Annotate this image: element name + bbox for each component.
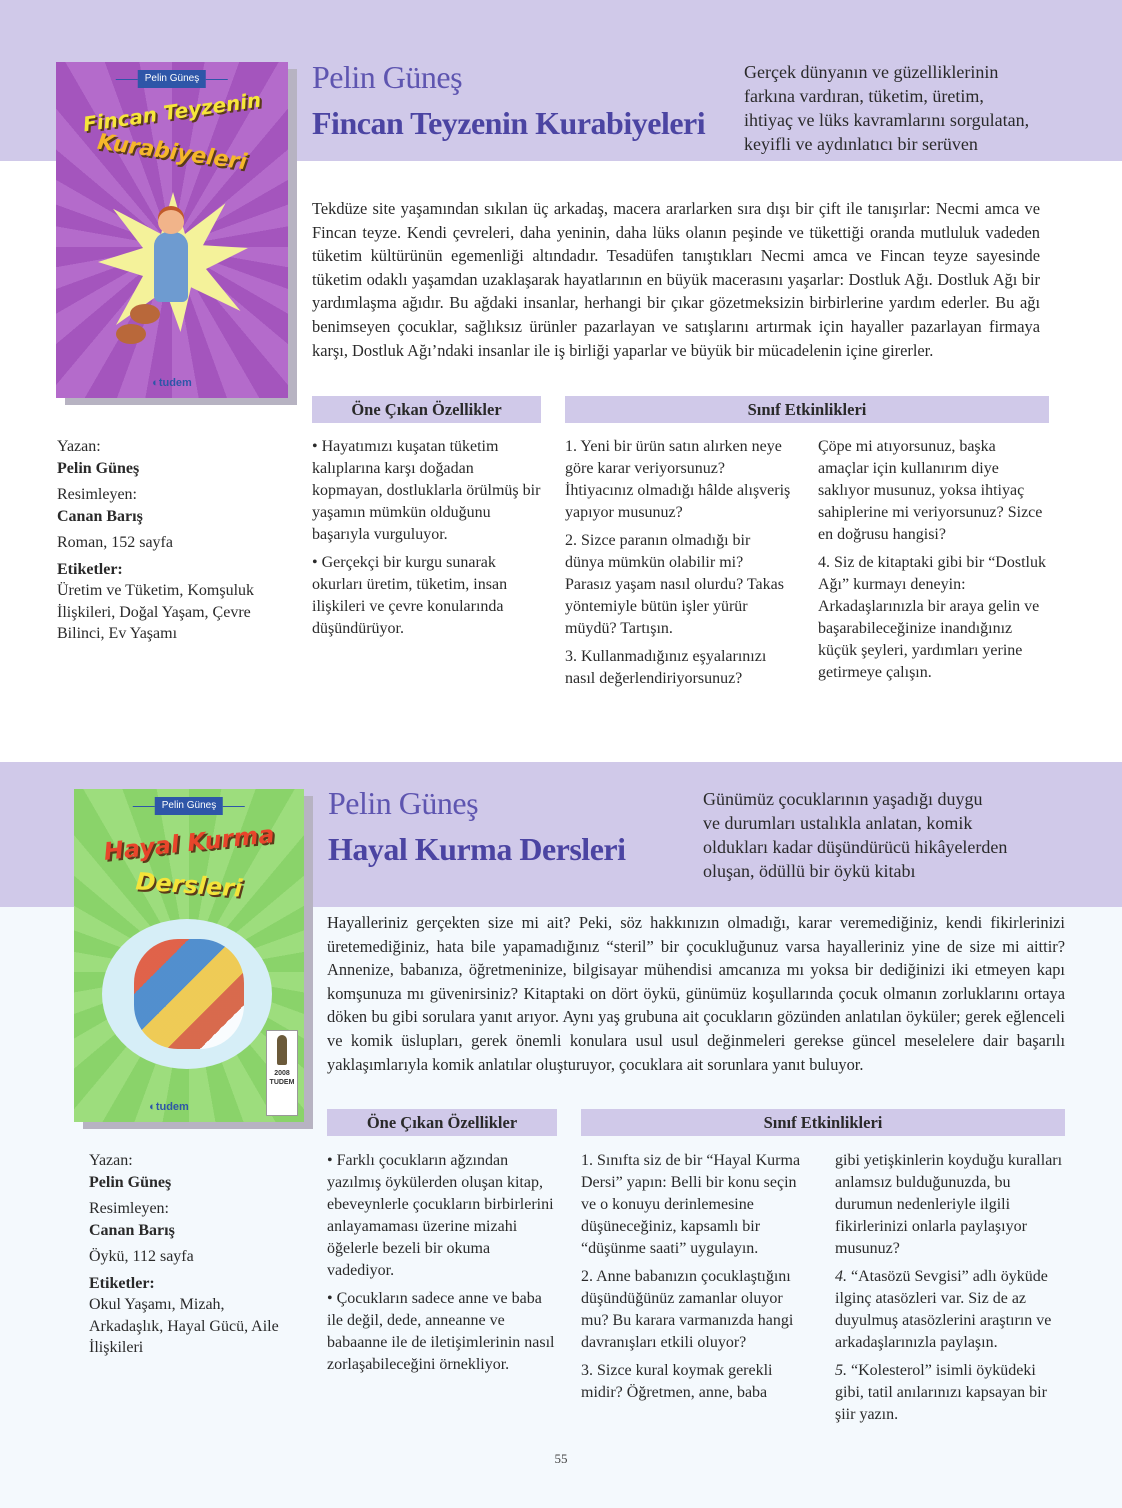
cookie-illustration: [130, 304, 160, 324]
book-2-tagline: [703, 787, 1007, 883]
activity-item: gibi yetişkinlerin koyduğu kuralları anlamsız bulduğunuzda, bu durumun nedenleriyle ilgili fikirlerinizi onlarla paylaşıyor musunuz?: [835, 1152, 1063, 1257]
tagline-line: keyifli ve aydınlatıcı bir serüven: [744, 134, 978, 154]
tagline-line: ve durumları ustalıkla anlatan, komik: [703, 813, 973, 833]
format-info: Öykü, 112 sayfa: [89, 1248, 194, 1265]
illustrator-label: Resimleyen:: [57, 486, 137, 503]
book-1-features-header: Öne Çıkan Özellikler: [312, 396, 541, 423]
activity-item: 1. Sınıfta siz de bir “Hayal Kurma Dersi” yapın: Belli bir konu seçin ve o konuyu derinlemesine düşüneceğiniz, kapsamlı bir “düşünme saati” uygulayın.: [581, 1152, 801, 1257]
activity-number: 4.: [835, 1268, 847, 1285]
activity-item: Çöpe mi atıyorsunuz, başka amaçlar için kullanırım diye saklıyor musunuz, yoksa ihtiyaç sahiplerine mi veriyorsunuz? Sizce en doğrusu hangisi?: [818, 438, 1043, 543]
tagline-line: oluşan, ödüllü bir öykü kitabı: [703, 861, 916, 881]
format-info: Roman, 152 sayfa: [57, 534, 173, 551]
book-1-summary: Tekdüze site yaşamından sıkılan üç arkadaş, macera ararlarken sıra dışı bir çift ile tanışırlar: Necmi amca ve Fincan teyze. Kendi çevreleri, daha yeninin, daha lüks olanın peşinde ve tükettiği oranda mutluluk vadeden tüketim kültürünün egemenliği altındadır. Tesadüfen tanıştıkları Necmi amca ve Fincan teyze sayesinde tüketim odaklı yaşamdan uzaklaşarak hayatlarının en büyük macerasını yaşarlar: Dostluk Ağı. Dostluk Ağı bir yardımlaşma ağıdır. Bu ağdaki insanlar, herhangi bir çıkar gözetmeksizin birbirlerine yardım ederler. Bu ağı benimseyen çocuklar, sağlıksız ürünler pazarlayan ve satışlarını artırmak için hayaller pazarlayan firmaya karşı, Dostluk Ağı’ndaki insanlar ile iş birliği yaparlar ve büyük bir mücadelenin içine girerler.: [312, 199, 1040, 360]
activity-item: 1. Yeni bir ürün satın alırken neye göre karar veriyorsunuz? İhtiyacınız olmadığı hâlde alışveriş yapıyor musunuz?: [565, 438, 791, 521]
aunt-figure-illustration: [154, 232, 188, 302]
feature-item: • Farklı çocukların ağzından yazılmış öykülerden oluşan kitap, ebeveynlerle çocukların birbirlerini anlayamaması üzerine mizahi öğelerle bezeli bir okuma vadediyor.: [327, 1152, 554, 1279]
book-1-activities-header: Sınıf Etkinlikleri: [565, 396, 1049, 423]
author-label: Yazan:: [57, 438, 101, 455]
activity-text: “Kolesterol” isimli öyküdeki gibi, tatil anılarınızı kapsayan bir şiir yazın.: [835, 1362, 1047, 1423]
book-2-activities-header: Sınıf Etkinlikleri: [581, 1109, 1065, 1136]
author-name: Pelin Güneş: [89, 1173, 172, 1191]
award-badge: [266, 1030, 298, 1116]
activity-item: 4. Siz de kitaptaki gibi bir “Dostluk Ağı” kurmayı deneyin: Arkadaşlarınızla bir araya gelin ve başarabileceğinize inandığınız küçük şeyleri, yardımları yerine getirmeye çalışın.: [818, 554, 1046, 681]
cover-title-line2: Kurabiyeleri: [95, 129, 249, 176]
feature-item: • Gerçekçi bir kurgu sunarak okurları üretim, tüketim, insan ilişkileri ve çevre konularında düşündürüyor.: [312, 554, 508, 637]
book-2-author-heading: Pelin Güneş: [328, 785, 479, 821]
award-statue-icon: [277, 1035, 287, 1065]
award-year: 2008: [274, 1070, 290, 1077]
author-name: Pelin Güneş: [57, 459, 140, 477]
book-cover-fincan-teyzenin-kurabiyeleri: [56, 62, 288, 398]
activity-item: 2. Sizce paranın olmadığı bir dünya mümkün olabilir mi? Parasız yaşam nasıl olurdu? Takas yöntemiyle bütün işler yürür müydü? Tartışın.: [565, 532, 784, 637]
activity-text: “Atasözü Sevgisi” adlı öyküde ilginç atasözleri var. Siz de az duyulmuş atasözlerini araştırın ve arkadaşlarınızla paylaşın.: [835, 1268, 1052, 1351]
author-label: Yazan:: [89, 1152, 133, 1169]
award-name: TUDEM: [269, 1079, 295, 1086]
book-2-features-header: Öne Çıkan Özellikler: [327, 1109, 557, 1136]
book-2-activities-col1: [581, 1150, 809, 1410]
feature-item: • Çocukların sadece anne ve baba ile değil, dede, anneanne ve babaanne ile de iletişimlerinin nasıl zorlaşabileceğini örnekliyor.: [327, 1290, 555, 1373]
tagline-line: Gerçek dünyanın ve güzelliklerinin: [744, 62, 999, 82]
book-2-activities-col2: [835, 1150, 1067, 1432]
tags-label: Etiketler:: [57, 560, 123, 578]
cover-title-line1: Fincan Teyzenin: [81, 87, 263, 137]
cover-author-tag: Pelin Güneş: [138, 70, 206, 88]
publisher-logo: ◐tudem: [149, 1101, 189, 1113]
book-2-meta: [89, 1150, 299, 1359]
book-1-title: Fincan Teyzenin Kurabiyeleri: [312, 105, 706, 141]
book-2-features-list: [327, 1150, 559, 1382]
tags-list: Üretim ve Tüketim, Komşuluk İlişkileri, Doğal Yaşam, Çevre Bilinci, Ev Yaşamı: [57, 582, 255, 642]
book-1-features-list: [312, 436, 542, 646]
activity-item: 2. Anne babanızın çocuklaştığını düşündüğünüz zamanlar oluyor mu? Bu karara varmanızda hangi davranışları etkili oluyor?: [581, 1268, 794, 1351]
tagline-line: ihtiyaç ve lüks kavramlarını sorgulatan,: [744, 110, 1030, 130]
cover-author-tag: Pelin Güneş: [155, 797, 223, 815]
tagline-line: oldukları kadar düşündürücü hikâyelerden: [703, 837, 1008, 857]
activity-item: 3. Sizce kural koymak gerekli midir? Öğretmen, anne, baba: [581, 1362, 773, 1401]
activity-number: 5.: [835, 1362, 847, 1379]
activity-item: 3. Kullanmadığınız eşyalarınızı nasıl değerlendiriyorsunuz?: [565, 648, 767, 687]
book-1-activities-col2: [818, 436, 1050, 690]
cover-title-line1: Hayal Kurma: [102, 820, 276, 866]
page-number: 55: [554, 1451, 568, 1466]
cover-title-line2: Dersleri: [134, 867, 244, 903]
tags-list: Okul Yaşamı, Mizah, Arkadaşlık, Hayal Gücü, Aile İlişkileri: [89, 1296, 279, 1356]
activity-item: [835, 1266, 1067, 1354]
tagline-line: farkına vardıran, tüketim, üretim,: [744, 86, 984, 106]
book-cover-hayal-kurma-dersleri: [74, 789, 304, 1122]
book-1-author-heading: Pelin Güneş: [312, 59, 463, 95]
activity-item: [835, 1360, 1067, 1426]
book-1-activities-col1: [565, 436, 793, 696]
book-1-meta: [57, 436, 277, 645]
illustrator-name: Canan Barış: [89, 1221, 175, 1239]
publisher-logo: ◐tudem: [152, 377, 192, 389]
tags-label: Etiketler:: [89, 1274, 155, 1292]
feature-item: • Hayatımızı kuşatan tüketim kalıplarına karşı doğadan kopmayan, dostluklarla örülmüş bir yaşamın mümkün olduğunu başarıyla vurguluyor.: [312, 438, 541, 543]
boy-with-toys-illustration: [134, 939, 244, 1049]
book-1-tagline: [744, 60, 1029, 156]
book-2-summary: Hayalleriniz gerçekten size mi ait? Peki, söz hakkınızın olmadığı, karar veremediğiniz, kendi fikirlerinizi üretemediğiniz, hata bile yapamadığınız “steril” bir çocukluğunuz varsa hayalleriniz yine de size mi aittir? Annenize, babanıza, öğretmeninize, bilgisayar mühendisi amcanıza mı yoksa bir dediğinizi iki etmeyen kapı komşunuza mı güvenirsiniz? Kitaptaki on dört öykü, günümüz koşullarında çocuk olmanın zorluklarını ortaya döken bu gibi sorulara yanıt arıyor. Aynı yaş grubuna ait çocukların gözünden anlatılan öyküler; gerek eğlenceli ve komik üslupları, gerek önemli konulara usul usul değinmeleri gerekse güncel meselelere dair başarılı yaklaşımlarıyla komik anlatılar oluşturuyor, çocuklara ait sorunlara yanıt buluyor.: [327, 913, 1065, 1074]
illustrator-label: Resimleyen:: [89, 1200, 169, 1217]
cookie-illustration: [116, 324, 146, 344]
book-2-title: Hayal Kurma Dersleri: [328, 831, 626, 867]
illustrator-name: Canan Barış: [57, 507, 143, 525]
tagline-line: Günümüz çocuklarının yaşadığı duygu: [703, 789, 983, 809]
